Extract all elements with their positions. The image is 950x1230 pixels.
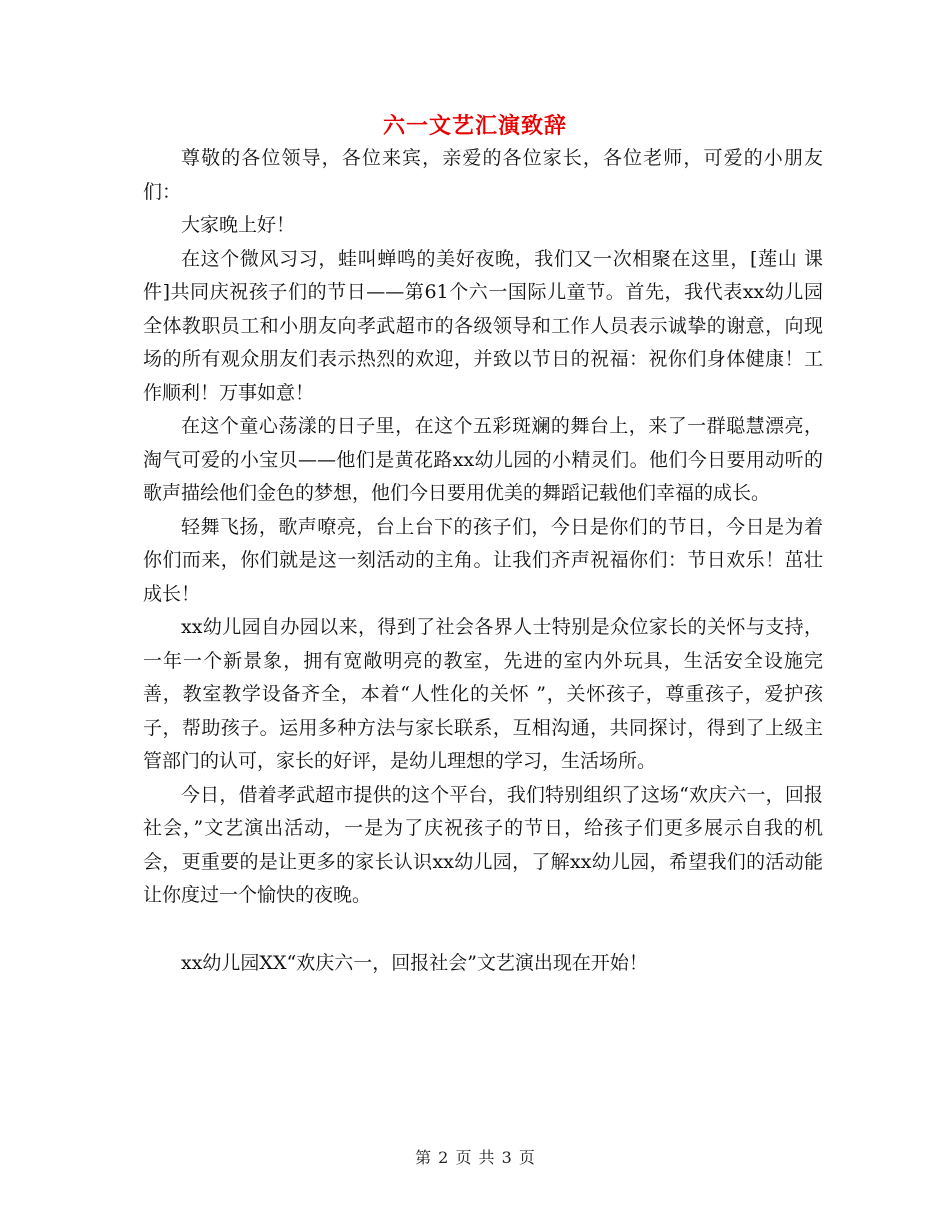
paragraph-welcome: 在这个微风习习，蛙叫蝉鸣的美好夜晚，我们又一次相聚在这里，[莲山 课件]共同庆祝孩子们的节日——第61个六一国际儿童节。首先，我代表xx幼儿园全体教职员工和小朋友向孝武超市的各级领导和工作人员表示诚挚的谢意，向现场的所有观众朋友们表示热烈的欢迎，并致以节日的祝福：祝你们身体健康！工作顺利！万事如意！ [143, 247, 823, 404]
paragraph-spacer [143, 913, 823, 947]
page-footer: 第 2 页 共 3 页 [415, 1148, 535, 1167]
paragraph-kindergarten: xx幼儿园自办园以来，得到了社会各界人士特别是众位家长的关怀与支持，一年一个新景象，拥有宽敞明亮的教室，先进的室内外玩具，生活安全设施完善，教室教学设备齐全，本着“人性化的关怀 ”，关怀孩子，尊重孩子，爱护孩子，帮助孩子。运用多种方法与家长联系，互相沟通，共同探讨，得到了上级主管部门的认可，家长的好评，是幼儿理想的学习，生活场所。 [143, 616, 823, 772]
paragraph-celebration: 轻舞飞扬，歌声嘹亮，台上台下的孩子们，今日是你们的节日，今日是为着你们而来，你们就是这一刻活动的主角。让我们齐声祝福你们：节日欢乐！茁壮成长！ [143, 515, 823, 605]
paragraph-children: 在这个童心荡漾的日子里，在这个五彩斑斓的舞台上，来了一群聪慧漂亮，淘气可爱的小宝贝——他们是黄花路xx幼儿园的小精灵们。他们今日要用动听的歌声描绘他们金色的梦想，他们今日要用优美的舞蹈记载他们幸福的成长。 [143, 415, 823, 504]
paragraph-closing: xx幼儿园XX“欢庆六一，回报社会”文艺演出现在开始！ [181, 951, 648, 974]
document-title: 六一文艺汇演致辞 [382, 113, 567, 139]
paragraph-salutation: 尊敬的各位领导，各位来宾，亲爱的各位家长，各位老师，可爱的小朋友们： [143, 147, 823, 203]
paragraph-event: 今日，借着孝武超市提供的这个平台，我们特别组织了这场“欢庆六一，回报社会，”文艺演出活动，一是为了庆祝孩子的节日，给孩子们更多展示自我的机会，更重要的是让更多的家长认识xx幼儿园，了解xx幼儿园，希望我们的活动能让你度过一个愉快的夜晚。 [143, 783, 823, 906]
paragraph-greeting: 大家晚上好！ [181, 214, 296, 236]
document-body [143, 142, 823, 980]
